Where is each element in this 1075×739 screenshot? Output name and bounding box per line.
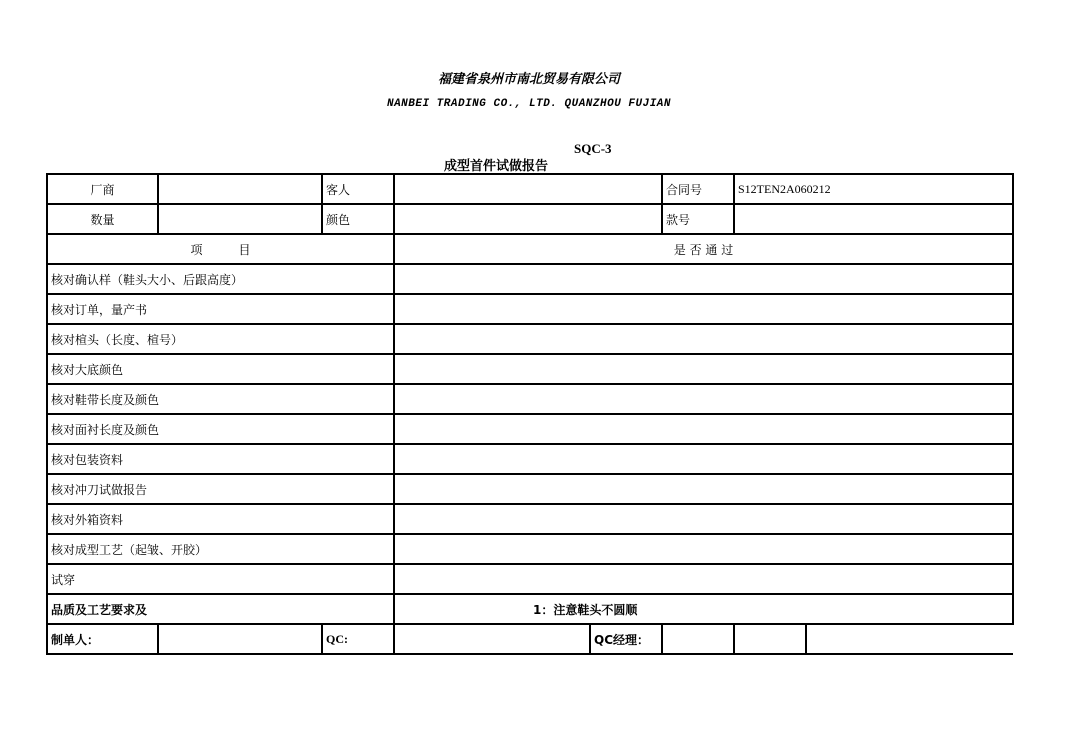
check-row (47, 534, 1013, 564)
style-label: 款号 (662, 204, 734, 234)
check-row (47, 444, 1013, 474)
check-item-label: 核对楦头（长度、楦号） (47, 324, 394, 354)
contract-value-cell[interactable]: S12TEN2A060212 (734, 174, 1013, 204)
customer-label: 客人 (322, 174, 394, 204)
maker-value-cell[interactable] (158, 624, 322, 654)
check-row (47, 384, 1013, 414)
column-header-row (47, 234, 1013, 264)
form-code: SQC-3 (574, 141, 612, 156)
check-item-result[interactable] (394, 294, 1013, 324)
check-item-result[interactable] (394, 474, 1013, 504)
requirements-row (47, 594, 1013, 624)
factory-value-cell[interactable] (158, 174, 322, 204)
check-item-label: 核对包装资料 (47, 444, 394, 474)
check-item-result[interactable] (394, 564, 1013, 594)
check-row (47, 324, 1013, 354)
check-item-label: 核对大底颜色 (47, 354, 394, 384)
signoff-blank-cell[interactable] (734, 624, 806, 654)
check-item-label: 核对冲刀试做报告 (47, 474, 394, 504)
check-row (47, 264, 1013, 294)
info-row-2 (47, 204, 1013, 234)
signoff-blank-cell[interactable] (806, 624, 1013, 654)
factory-label: 厂商 (47, 174, 158, 204)
check-row (47, 354, 1013, 384)
info-row-1 (47, 174, 1013, 204)
check-item-result[interactable] (394, 414, 1013, 444)
check-item-label: 核对面衬长度及颜色 (47, 414, 394, 444)
customer-value-cell[interactable] (394, 174, 662, 204)
check-item-label: 核对成型工艺（起皱、开胶） (47, 534, 394, 564)
company-name-cn: 福建省泉州市南北贸易有限公司 (437, 72, 620, 87)
maker-label: 制单人： (47, 624, 158, 654)
qc-manager-label: QC经理： (590, 624, 662, 654)
check-item-label: 核对鞋带长度及颜色 (47, 384, 394, 414)
check-row (47, 414, 1013, 444)
quantity-label: 数量 (47, 204, 158, 234)
requirements-label: 品质及工艺要求及 (47, 594, 394, 624)
check-item-label: 核对确认样（鞋头大小、后跟高度） (47, 264, 394, 294)
check-item-label: 核对订单，量产书 (47, 294, 394, 324)
check-item-result[interactable] (394, 324, 1013, 354)
form-title: 成型首件试做报告 (444, 159, 549, 174)
color-value-cell[interactable] (394, 204, 662, 234)
check-item-result[interactable] (394, 504, 1013, 534)
check-row (47, 564, 1013, 594)
qc-label: QC: (322, 624, 394, 654)
qc-value-cell[interactable] (394, 624, 590, 654)
check-item-result[interactable] (394, 444, 1013, 474)
style-value-cell[interactable] (734, 204, 1013, 234)
inspection-table (46, 173, 1014, 655)
check-row (47, 504, 1013, 534)
check-item-result[interactable] (394, 264, 1013, 294)
qc-manager-value-cell[interactable] (662, 624, 734, 654)
quantity-value-cell[interactable] (158, 204, 322, 234)
check-item-label: 试穿 (47, 564, 394, 594)
requirements-value[interactable]: 1：注意鞋头不圆顺 (394, 594, 1013, 624)
check-item-result[interactable] (394, 534, 1013, 564)
item-column-header: 项 目 (47, 234, 394, 264)
pass-column-header: 是 否 通 过 (394, 234, 1013, 264)
check-row (47, 294, 1013, 324)
signoff-row (47, 624, 1013, 654)
check-row (47, 474, 1013, 504)
check-item-label: 核对外箱资料 (47, 504, 394, 534)
check-item-result[interactable] (394, 354, 1013, 384)
check-item-result[interactable] (394, 384, 1013, 414)
company-name-en: NANBEI TRADING CO., LTD. QUANZHOU FUJIAN (386, 98, 672, 110)
color-label: 颜色 (322, 204, 394, 234)
contract-label: 合同号 (662, 174, 734, 204)
